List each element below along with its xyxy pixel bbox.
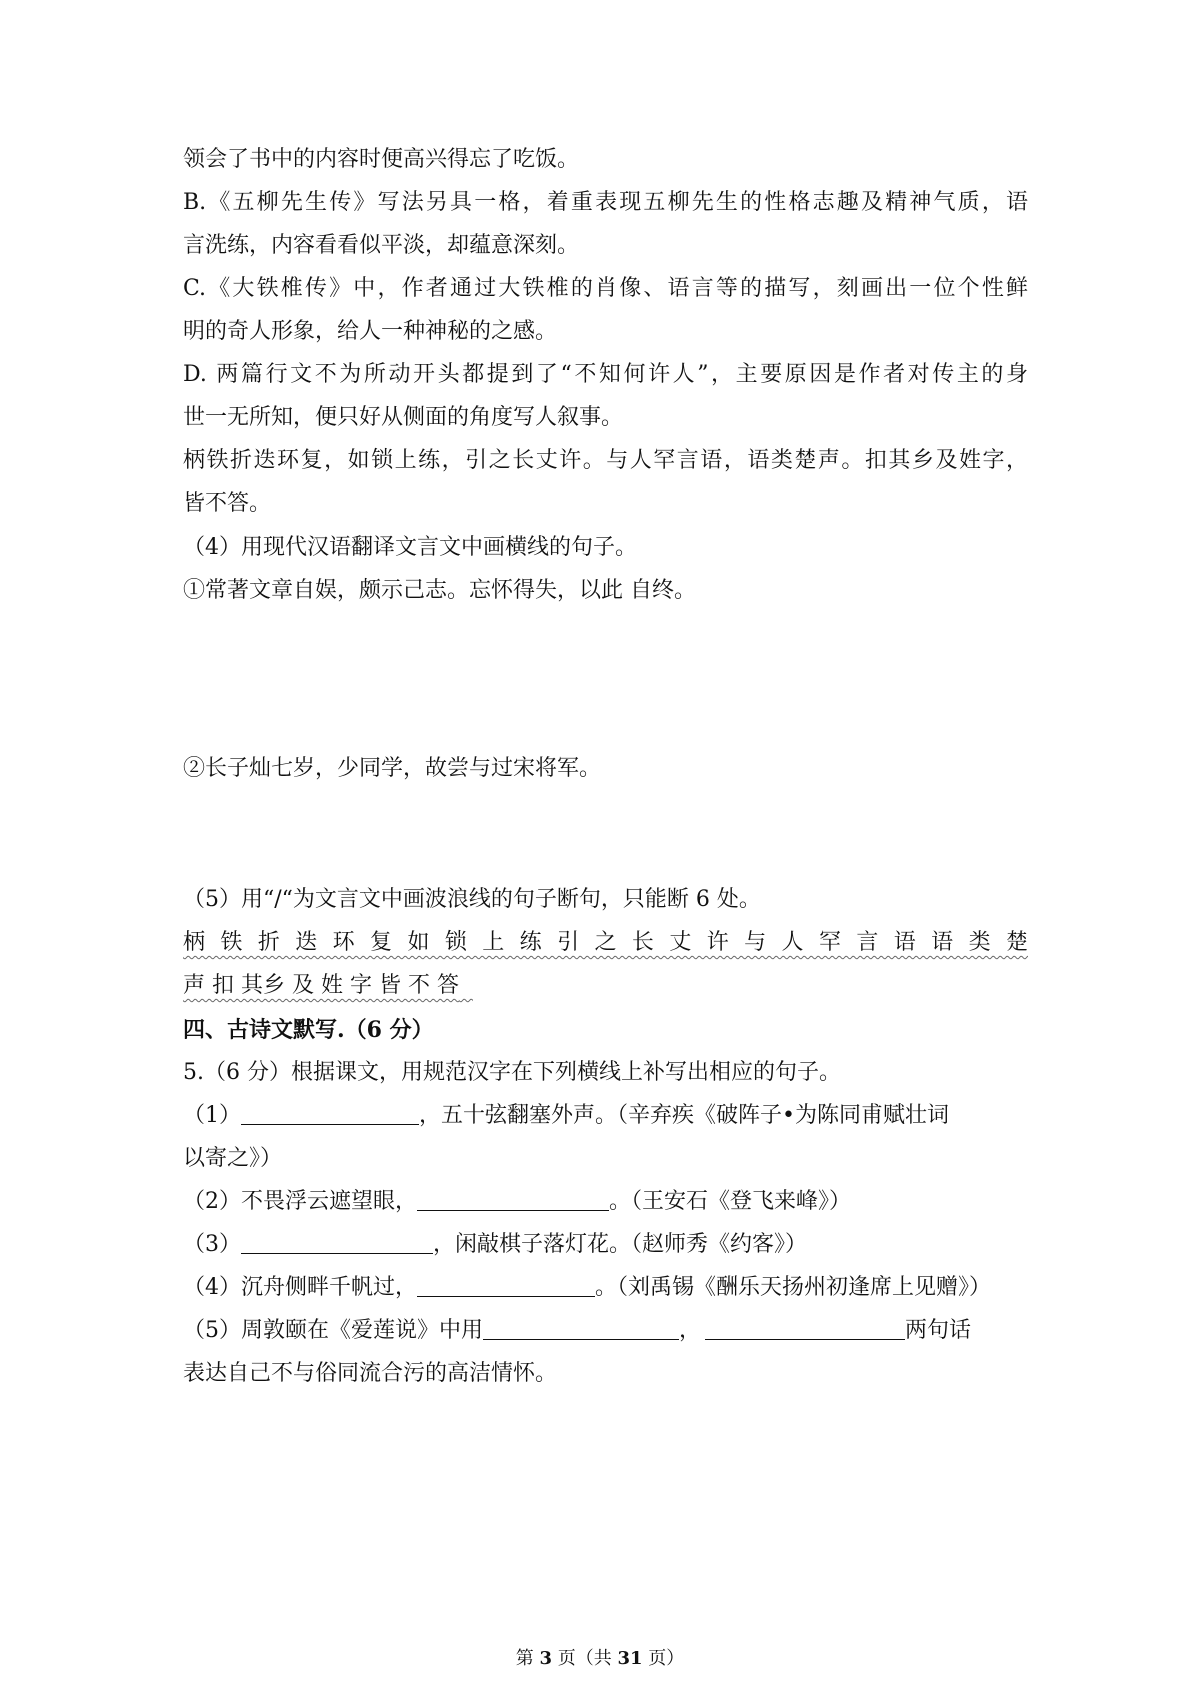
item-prefix: （5）周敦颐在《爱莲说》中用 [183,1318,483,1343]
item-suffix: ，闲敲棋子落灯花。（赵师秀《约客》） [433,1232,808,1257]
item-suffix: 。（刘禹锡《酬乐天扬州初逢席上见赠》） [595,1275,992,1300]
fill-item-2 [183,1186,1028,1218]
fill-item-3 [183,1229,1028,1261]
fill-item-1 [183,1100,1028,1132]
question-4-sentence-1: ①常著文章自娱，颇示己志。忘怀得失，以此 自终。 [183,578,696,603]
item-prefix: （2）不畏浮云遮望眼， [183,1189,417,1214]
question-5-intro: 5.（6 分）根据课文，用规范汉字在下列横线上补写出相应的句子。 [183,1060,841,1085]
item-suffix: 。（王安石《登飞来峰》） [609,1189,852,1214]
answer-blank[interactable] [241,1231,433,1254]
option-c-line: C.《大铁椎传》中，作者通过大铁椎的肖像、语言等的描写，刻画出一位个性鲜 [183,276,1028,301]
item-suffix: 两句话 [905,1318,972,1343]
question-4-sentence-2: ②长子灿七岁，少同学，故尝与过宋将军。 [183,756,602,781]
item-prefix: （4）沉舟侧畔千帆过， [183,1275,417,1300]
excerpt-line: 柄铁折迭环复，如锁上练，引之长丈许。与人罕言语，语类楚声。扣其乡及姓字， [183,448,1028,473]
question-4-prompt: （4）用现代汉语翻译文言文中画横线的句子。 [183,535,637,560]
answer-blank[interactable] [241,1102,419,1125]
text-line: 言洗练，内容看看似平淡，却蕴意深刻。 [183,233,580,258]
item-suffix: ，五十弦翻塞外声。（辛弃疾《破阵子•为陈同甫赋壮词 [419,1103,949,1128]
item-prefix: （3） [183,1232,241,1257]
option-b-line: B.《五柳先生传》写法另具一格，着重表现五柳先生的性格志趣及精神气质，语 [183,190,1028,215]
item-separator: ， [679,1318,702,1343]
total-pages: 31 [617,1648,643,1669]
option-d-line: D. 两篇行文不为所动开头都提到了“不知何许人”，主要原因是作者对传主的身 [183,362,1028,387]
item-prefix: （1） [183,1103,241,1128]
text-line: 世一无所知，便只好从侧面的角度写人叙事。 [183,405,624,430]
text-line: 以寄之》） [183,1146,283,1171]
page-footer: 第 3 页（共 31 页） [515,1648,685,1669]
text-line: 表达自己不与俗同流合污的高洁情怀。 [183,1361,558,1386]
answer-blank[interactable] [483,1317,679,1340]
answer-blank[interactable] [417,1188,609,1211]
text-line: 皆不答。 [183,491,272,516]
question-5-prompt: （5）用“/“为文言文中画波浪线的句子断句，只能断 6 处。 [183,887,761,912]
wavy-underlined-sentence: 柄 铁 折 迭 环 复 如 锁 上 练 引 之 长 丈 许 与 人 罕 言 语 语 类 楚 [183,930,1028,955]
text-line: 明的奇人形象，给人一种神秘的之感。 [183,319,558,344]
wavy-underlined-sentence-cont [183,970,473,1002]
wavy-text: 声 扣 其乡 及 姓 字 皆 不 答 [183,973,459,998]
answer-blank[interactable] [417,1274,595,1297]
answer-blank[interactable] [705,1317,905,1340]
fill-item-4 [183,1272,1028,1304]
fill-item-5 [183,1315,1028,1347]
page-number: 3 [539,1648,552,1669]
section-heading: 四、古诗文默写.（6 分） [183,1017,434,1043]
text-line: 领会了书中的内容时便高兴得忘了吃饭。 [183,147,580,172]
